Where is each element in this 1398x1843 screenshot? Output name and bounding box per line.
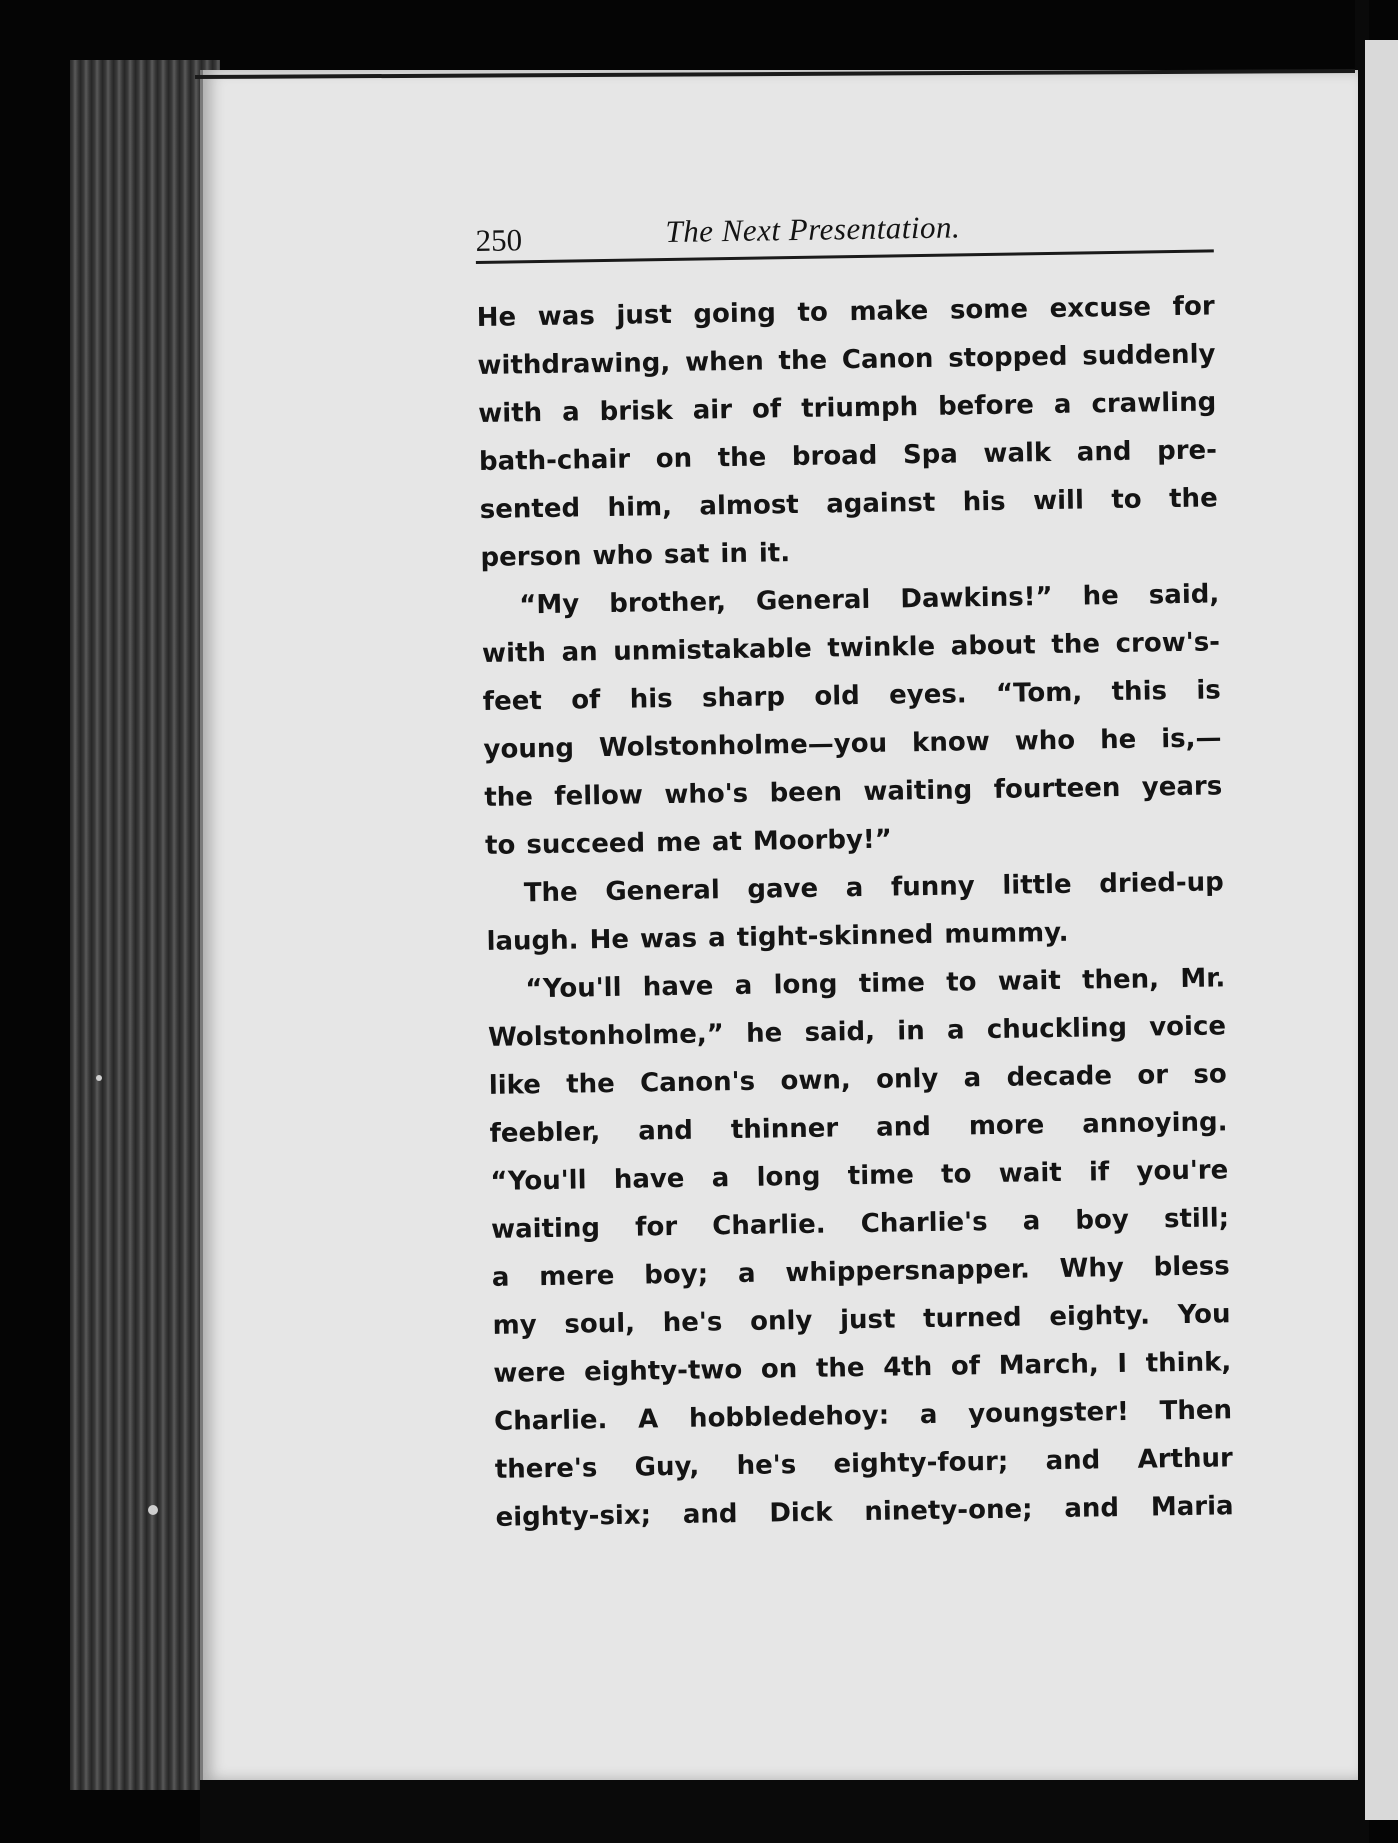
- scan-speck: [96, 1075, 102, 1081]
- text-line: to succeed me at Moorby!”: [484, 824, 893, 861]
- text-line: “You'll have a long time to wait if you're: [490, 1155, 1229, 1197]
- text-line: the fellow who's been waiting fourteen years: [484, 771, 1223, 813]
- text-line: my soul, he's only just turned eighty. You: [492, 1299, 1231, 1341]
- text-line: laugh. He was a tight-skinned mummy.: [486, 917, 1069, 957]
- text-line: with an unmistakable twinkle about the crow's-: [481, 627, 1221, 669]
- body-text: [476, 282, 1234, 1541]
- text-line: “You'll have a long time to wait then, Mr.: [525, 963, 1226, 1005]
- text-line: He was just going to make some excuse for: [476, 291, 1215, 333]
- text-line: a mere boy; a whippersnapper. Why bless: [491, 1251, 1230, 1293]
- text-line: feebler, and thinner and more annoying.: [489, 1107, 1228, 1149]
- page-content: [475, 193, 1234, 1541]
- text-line: Wolstonholme,” he said, in a chuckling voice: [487, 1011, 1227, 1053]
- text-line: waiting for Charlie. Charlie's a boy still;: [490, 1203, 1230, 1245]
- text-line: person who sat in it.: [480, 538, 791, 573]
- facing-page-edge: [1365, 40, 1398, 1820]
- page-number: 250: [475, 222, 523, 258]
- text-line: eighty-six; and Dick ninety-one; and Maria: [495, 1491, 1234, 1533]
- page-bottom-edge: [200, 1780, 1360, 1843]
- text-line: sented him, almost against his will to the: [479, 483, 1218, 525]
- text-line: bath-chair on the broad Spa walk and pre-: [478, 435, 1218, 477]
- text-line: withdrawing, when the Canon stopped suddenly: [477, 339, 1216, 381]
- text-line: Charlie. A hobbledehoy: a youngster! Then: [493, 1395, 1233, 1437]
- scan-speck: [148, 1505, 158, 1515]
- text-line: were eighty-two on the 4th of March, I think,: [493, 1347, 1232, 1389]
- text-line: “My brother, General Dawkins!” he said,: [519, 579, 1220, 621]
- text-line: like the Canon's own, only a decade or so: [488, 1059, 1227, 1101]
- text-line: with a brisk air of triumph before a crawling: [478, 387, 1217, 429]
- text-line: young Wolstonholme—you know who he is,—: [483, 723, 1222, 765]
- text-line: feet of his sharp old eyes. “Tom, this is: [482, 675, 1221, 717]
- text-line: The General gave a funny little dried-up: [523, 867, 1224, 909]
- text-line: there's Guy, he's eighty-four; and Arthur: [494, 1443, 1234, 1485]
- running-head: [475, 193, 1214, 264]
- running-title: The Next Presentation.: [665, 209, 961, 250]
- page-stack-edge: [70, 60, 220, 1790]
